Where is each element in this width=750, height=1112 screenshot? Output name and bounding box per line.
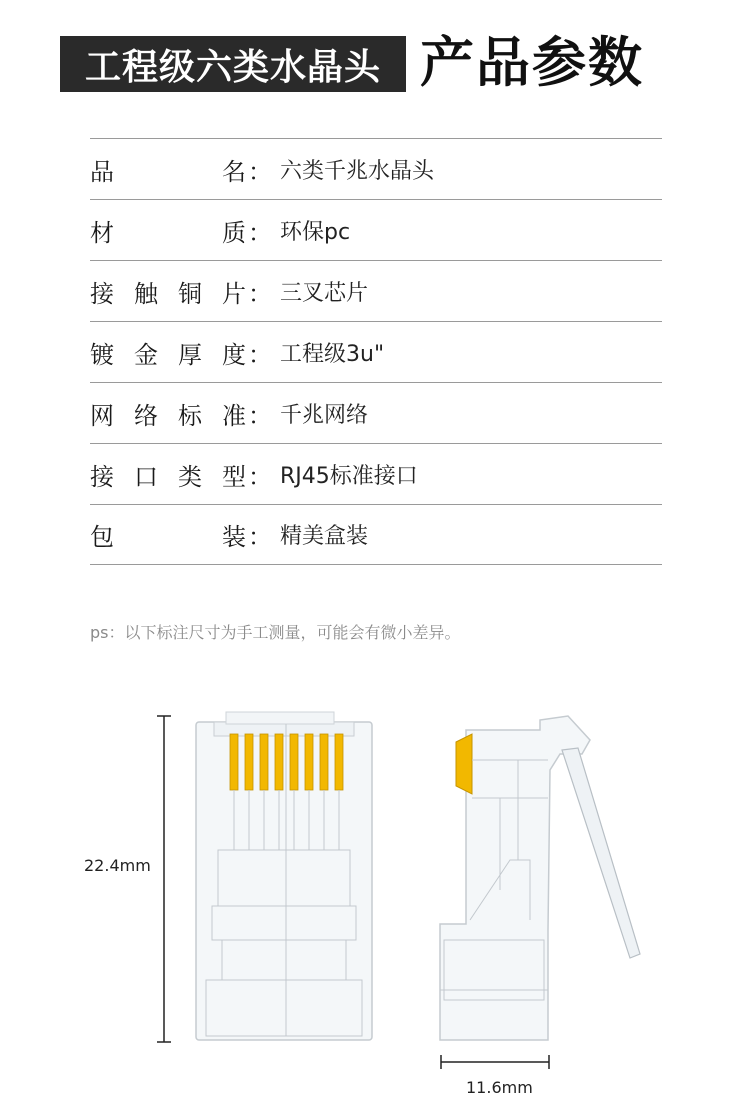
spec-row [90,443,662,504]
spec-label-char: 品 [90,157,114,186]
spec-label [90,457,248,492]
spec-value: 六类千兆水晶头 [280,158,435,184]
spec-label [90,335,248,370]
spec-value: 工程级3u" [280,341,385,367]
spec-label-char: 络 [134,401,158,430]
spec-row [90,199,662,260]
connector-drawing [0,690,750,1070]
spec-label-char: 厚 [178,340,202,369]
spec-label [90,213,248,248]
spec-row [90,504,662,565]
spec-colon: ： [248,279,272,308]
spec-row [90,321,662,382]
height-dimension-line [157,716,171,1042]
spec-value: 千兆网络 [280,402,369,428]
spec-colon: ： [248,218,272,247]
spec-row [90,138,662,199]
header-badge: 工程级六类水晶头 [60,36,406,92]
spec-label-char: 型 [222,462,246,491]
spec-label-char: 触 [134,279,158,308]
spec-label-char: 镀 [90,340,114,369]
spec-value: 精美盒装 [280,524,369,549]
spec-row [90,382,662,443]
spec-label-char: 口 [134,462,158,491]
connector-side-view [440,716,640,1040]
spec-value: 三叉芯片 [280,280,369,306]
width-dimension-label: 11.6mm [466,1078,533,1097]
spec-label-char: 度 [222,340,246,369]
page-title: 产品参数 [420,31,644,94]
spec-table [90,138,662,565]
width-dimension-line [441,1055,549,1069]
spec-label-char: 类 [178,462,202,491]
spec-label-char: 标 [178,401,202,430]
spec-label-char: 质 [222,218,246,247]
spec-label-char: 名 [222,157,246,186]
spec-label-char: 网 [90,401,114,430]
spec-label [90,274,248,309]
connector-front-view [196,712,372,1040]
spec-row [90,260,662,321]
spec-label-char: 装 [222,523,246,551]
spec-value: RJ45标准接口 [280,463,418,489]
measurement-note: ps：以下标注尺寸为手工测量，可能会有微小差异。 [90,623,461,642]
spec-colon: ： [248,523,272,551]
spec-label-char: 材 [90,218,114,247]
spec-label-char: 金 [134,340,158,369]
spec-colon: ： [248,401,272,430]
spec-value: 环保pc [280,219,351,245]
spec-colon: ： [248,340,272,369]
spec-label-char: 片 [222,279,246,308]
spec-label [90,152,248,187]
height-dimension-label: 22.4mm [84,856,151,875]
spec-label-char: 包 [90,523,114,551]
spec-label-char: 铜 [178,279,202,308]
spec-label [90,396,248,431]
spec-label-char: 接 [90,462,114,491]
spec-label [90,517,248,552]
spec-label-char: 接 [90,279,114,308]
spec-colon: ： [248,157,272,186]
spec-colon: ： [248,462,272,491]
spec-label-char: 准 [222,401,246,430]
